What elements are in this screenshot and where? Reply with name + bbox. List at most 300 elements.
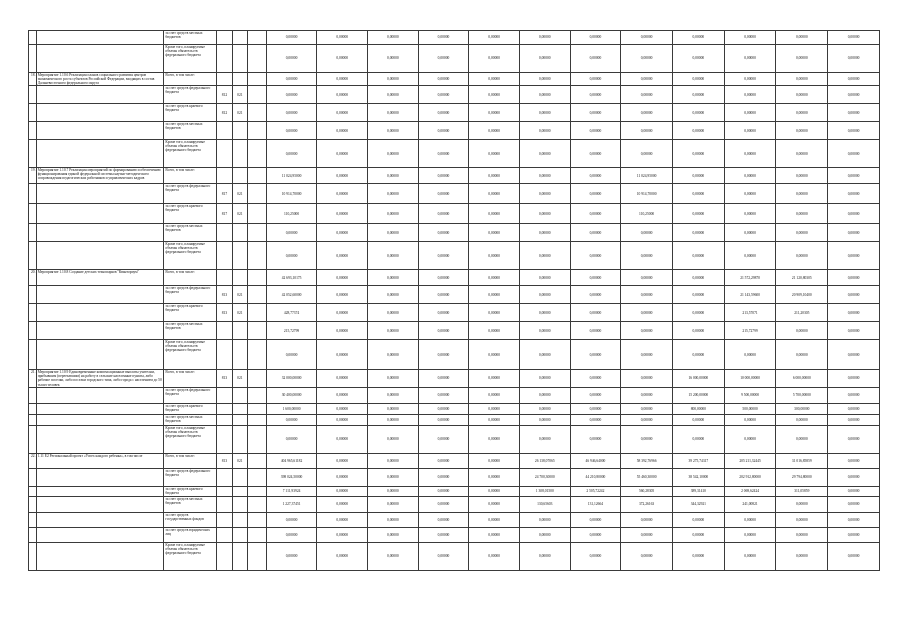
table-row (29, 468, 880, 486)
amount-cell: 0,00000 (570, 168, 621, 184)
amount-cell: 0,00000 (469, 453, 520, 468)
amount-cell: 42 693,10175 (266, 270, 317, 286)
amount-cell: 0,00000 (418, 496, 469, 512)
amount-cell: 0,00000 (469, 168, 520, 184)
event-name-cell (36, 204, 164, 224)
amount-cell: 0,00000 (266, 73, 317, 86)
budget-code-cell (232, 340, 247, 370)
amount-cell: 0,00000 (724, 86, 776, 104)
amount-cell: 0,00000 (317, 270, 368, 286)
table-row (29, 304, 880, 322)
amount-cell: 0,00000 (317, 340, 368, 370)
amount-cell: 0,00000 (724, 45, 776, 73)
event-name-cell (36, 414, 164, 425)
amount-cell: 404 965,61182 (266, 453, 317, 468)
table-row (29, 270, 880, 286)
budget-code-cell (217, 425, 232, 453)
amount-cell: 0,00000 (776, 496, 828, 512)
row-number-cell (29, 527, 37, 542)
amount-cell: 0,00000 (519, 512, 570, 527)
amount-cell: 0,00000 (317, 286, 368, 304)
amount-cell: 0,00000 (418, 340, 469, 370)
amount-cell: 0,00000 (776, 86, 828, 104)
amount-cell: 0,00000 (621, 286, 673, 304)
amount-cell: 0,00000 (266, 542, 317, 570)
amount-cell: 21 572,29870 (724, 270, 776, 286)
amount-cell: 0,00000 (469, 322, 520, 340)
budget-code-cell (217, 340, 232, 370)
budget-code-cell (248, 140, 267, 168)
amount-cell: 0,00000 (828, 140, 880, 168)
amount-cell: 0,00000 (418, 468, 469, 486)
amount-cell: 428,77374 (266, 304, 317, 322)
budget-code-cell (232, 122, 247, 140)
table-row (29, 340, 880, 370)
budget-code-cell (232, 414, 247, 425)
budget-code-cell (248, 340, 267, 370)
row-number-cell (29, 184, 37, 204)
event-name-cell: Мероприятие 1.10.8 Создание детских технопарков "Кванториум" (36, 270, 164, 286)
amount-cell: 0,00000 (776, 73, 828, 86)
amount-cell: 0,00000 (519, 45, 570, 73)
amount-cell: 0,00000 (672, 86, 724, 104)
amount-cell: 0,00000 (368, 224, 419, 242)
amount-cell: 0,00000 (621, 322, 673, 340)
budget-code-cell (248, 414, 267, 425)
table-row (29, 453, 880, 468)
row-number-cell (29, 486, 37, 496)
funding-source-cell: за счет средств местных бюджетов (164, 31, 217, 45)
amount-cell: 30 400,00000 (266, 387, 317, 403)
table-row (29, 104, 880, 122)
amount-cell: 300,00000 (776, 403, 828, 414)
amount-cell: 0,00000 (828, 486, 880, 496)
amount-cell: 0,00000 (776, 45, 828, 73)
budget-code-cell (217, 414, 232, 425)
event-name-cell (36, 512, 164, 527)
amount-cell: 0,00000 (368, 104, 419, 122)
amount-cell: 0,00000 (266, 122, 317, 140)
amount-cell: 0,00000 (672, 542, 724, 570)
amount-cell: 0,00000 (519, 86, 570, 104)
budget-code-cell: 021 (232, 184, 247, 204)
budget-code-cell (232, 387, 247, 403)
amount-cell: 0,00000 (469, 542, 520, 570)
amount-cell: 0,00000 (469, 45, 520, 73)
budget-code-cell: 021 (232, 304, 247, 322)
budget-code-cell (217, 224, 232, 242)
budget-code-cell (232, 425, 247, 453)
event-name-cell: Мероприятие 1.10.6 Реализация планов социального развития центров экономического роста субъектов Российской Федерации, входящих в состав Дальневосточного федерального округа (36, 73, 164, 86)
event-name-cell (36, 242, 164, 270)
amount-cell: 0,00000 (621, 387, 673, 403)
amount-cell: 0,00000 (570, 387, 621, 403)
amount-cell: 389,31410 (672, 486, 724, 496)
amount-cell: 0,00000 (368, 542, 419, 570)
budget-code-cell (248, 486, 267, 496)
amount-cell: 46 946,64000 (570, 453, 621, 468)
amount-cell: 0,00000 (519, 140, 570, 168)
budget-code-cell: 021 (232, 204, 247, 224)
amount-cell: 0,00000 (418, 304, 469, 322)
amount-cell: 55 460,30000 (621, 468, 673, 486)
row-number-cell: 21. (29, 370, 37, 387)
row-number-cell (29, 512, 37, 527)
event-name-cell (36, 496, 164, 512)
amount-cell: 0,00000 (317, 370, 368, 387)
amount-cell: 0,00000 (828, 468, 880, 486)
amount-cell: 42 052,60000 (266, 286, 317, 304)
amount-cell: 11 024,95000 (266, 168, 317, 184)
budget-table-body (29, 31, 880, 571)
budget-table (28, 30, 880, 571)
amount-cell: 131,12664 (570, 496, 621, 512)
amount-cell: 6 000,00000 (776, 370, 828, 387)
amount-cell: 0,00000 (317, 468, 368, 486)
amount-cell: 0,00000 (724, 204, 776, 224)
amount-cell: 0,00000 (621, 31, 673, 45)
amount-cell: 0,00000 (368, 73, 419, 86)
amount-cell: 0,00000 (828, 425, 880, 453)
table-row (29, 184, 880, 204)
amount-cell: 0,00000 (672, 425, 724, 453)
amount-cell: 0,00000 (570, 286, 621, 304)
amount-cell: 0,00000 (621, 403, 673, 414)
amount-cell: 0,00000 (776, 168, 828, 184)
budget-code-cell (217, 122, 232, 140)
budget-code-cell (232, 468, 247, 486)
amount-cell: 0,00000 (621, 242, 673, 270)
row-number-cell: 18. (29, 73, 37, 86)
amount-cell: 0,00000 (266, 140, 317, 168)
amount-cell: 0,00000 (570, 370, 621, 387)
funding-source-cell: Всего, в том числе: (164, 370, 217, 387)
amount-cell: 0,00000 (621, 370, 673, 387)
budget-code-cell: 021 (232, 86, 247, 104)
event-name-cell (36, 304, 164, 322)
budget-code-cell (217, 31, 232, 45)
budget-code-cell (232, 486, 247, 496)
amount-cell: 16 000,00000 (672, 370, 724, 387)
budget-code-cell (248, 453, 267, 468)
budget-code-cell (248, 512, 267, 527)
event-name-cell (36, 403, 164, 414)
amount-cell: 0,00000 (570, 304, 621, 322)
amount-cell: 0,00000 (469, 224, 520, 242)
amount-cell: 0,00000 (317, 122, 368, 140)
amount-cell: 0,00000 (469, 527, 520, 542)
amount-cell: 0,00000 (672, 512, 724, 527)
amount-cell: 0,00000 (266, 242, 317, 270)
amount-cell: 0,00000 (469, 387, 520, 403)
amount-cell: 0,00000 (368, 414, 419, 425)
budget-table-sheet (28, 30, 880, 571)
event-name-cell (36, 122, 164, 140)
budget-code-cell (217, 403, 232, 414)
amount-cell: 0,00000 (519, 286, 570, 304)
funding-source-cell: Кроме того, планируемые объемы обязательств федерального бюджета (164, 542, 217, 570)
amount-cell: 0,00000 (828, 387, 880, 403)
row-number-cell (29, 304, 37, 322)
budget-code-cell (248, 468, 267, 486)
table-row (29, 414, 880, 425)
amount-cell: 0,00000 (266, 414, 317, 425)
amount-cell: 0,00000 (672, 322, 724, 340)
amount-cell: 0,00000 (418, 527, 469, 542)
amount-cell: 0,00000 (570, 340, 621, 370)
amount-cell: 21 143,59600 (724, 286, 776, 304)
amount-cell: 0,00000 (776, 31, 828, 45)
amount-cell: 0,00000 (570, 512, 621, 527)
amount-cell: 1 227,37451 (266, 496, 317, 512)
budget-code-cell (248, 304, 267, 322)
event-name-cell (36, 468, 164, 486)
amount-cell: 0,00000 (317, 168, 368, 184)
amount-cell: 0,00000 (469, 414, 520, 425)
amount-cell: 21 120,80305 (776, 270, 828, 286)
amount-cell: 0,00000 (317, 73, 368, 86)
amount-cell: 0,00000 (418, 242, 469, 270)
amount-cell: 0,00000 (317, 527, 368, 542)
amount-cell: 0,00000 (368, 322, 419, 340)
amount-cell: 0,00000 (317, 512, 368, 527)
funding-source-cell: за счет средств местных бюджетов (164, 224, 217, 242)
row-number-cell (29, 340, 37, 370)
amount-cell: 2 505,72242 (570, 486, 621, 496)
row-number-cell (29, 104, 37, 122)
amount-cell: 0,00000 (368, 527, 419, 542)
amount-cell: 0,00000 (724, 104, 776, 122)
amount-cell: 0,00000 (776, 527, 828, 542)
amount-cell: 0,00000 (621, 512, 673, 527)
amount-cell: 0,00000 (317, 453, 368, 468)
amount-cell: 500,00000 (724, 403, 776, 414)
amount-cell: 0,00000 (368, 242, 419, 270)
amount-cell: 130,65603 (519, 496, 570, 512)
row-number-cell (29, 122, 37, 140)
table-row (29, 512, 880, 527)
amount-cell: 0,00000 (621, 270, 673, 286)
row-number-cell (29, 204, 37, 224)
amount-cell: 0,00000 (418, 122, 469, 140)
amount-cell: 39 275,74317 (672, 453, 724, 468)
funding-source-cell: Кроме того, планируемые объемы обязательств федерального бюджета (164, 140, 217, 168)
row-number-cell (29, 414, 37, 425)
funding-source-cell: Кроме того, планируемые объемы обязательств федерального бюджета (164, 45, 217, 73)
budget-code-cell (232, 73, 247, 86)
budget-code-cell (248, 425, 267, 453)
amount-cell: 0,00000 (828, 512, 880, 527)
amount-cell: 0,00000 (469, 140, 520, 168)
event-name-cell (36, 184, 164, 204)
amount-cell: 0,00000 (519, 168, 570, 184)
row-number-cell: 19. (29, 168, 37, 184)
amount-cell: 0,00000 (724, 168, 776, 184)
amount-cell: 0,00000 (570, 270, 621, 286)
budget-code-cell: 812 (217, 86, 232, 104)
amount-cell: 0,00000 (368, 387, 419, 403)
amount-cell: 26 138,07065 (519, 453, 570, 468)
amount-cell: 0,00000 (317, 403, 368, 414)
amount-cell: 0,00000 (776, 512, 828, 527)
budget-code-cell (248, 242, 267, 270)
amount-cell: 0,00000 (317, 425, 368, 453)
budget-code-cell (217, 486, 232, 496)
budget-code-cell (248, 322, 267, 340)
table-row (29, 542, 880, 570)
amount-cell: 0,00000 (776, 322, 828, 340)
amount-cell: 0,00000 (570, 322, 621, 340)
amount-cell: 0,00000 (621, 45, 673, 73)
amount-cell: 0,00000 (469, 204, 520, 224)
amount-cell: 241,00821 (724, 496, 776, 512)
amount-cell: 0,00000 (418, 453, 469, 468)
amount-cell: 0,00000 (418, 104, 469, 122)
amount-cell: 0,00000 (469, 304, 520, 322)
amount-cell: 0,00000 (469, 496, 520, 512)
row-number-cell (29, 425, 37, 453)
amount-cell: 0,00000 (570, 184, 621, 204)
amount-cell: 0,00000 (317, 86, 368, 104)
amount-cell: 0,00000 (418, 140, 469, 168)
amount-cell: 0,00000 (368, 486, 419, 496)
amount-cell: 0,00000 (418, 486, 469, 496)
amount-cell: 0,00000 (621, 224, 673, 242)
amount-cell: 0,00000 (418, 270, 469, 286)
amount-cell: 0,00000 (317, 140, 368, 168)
amount-cell: 0,00000 (570, 140, 621, 168)
amount-cell: 29 794,80000 (776, 468, 828, 486)
amount-cell: 0,00000 (828, 224, 880, 242)
amount-cell: 0,00000 (519, 304, 570, 322)
amount-cell: 0,00000 (519, 542, 570, 570)
amount-cell: 0,00000 (672, 122, 724, 140)
table-row (29, 204, 880, 224)
amount-cell: 0,00000 (672, 73, 724, 86)
row-number-cell (29, 86, 37, 104)
amount-cell: 0,00000 (469, 184, 520, 204)
amount-cell: 0,00000 (317, 104, 368, 122)
event-name-cell (36, 224, 164, 242)
amount-cell: 0,00000 (418, 370, 469, 387)
budget-code-cell (248, 86, 267, 104)
amount-cell: 0,00000 (570, 73, 621, 86)
budget-code-cell (232, 140, 247, 168)
row-number-cell (29, 387, 37, 403)
amount-cell: 0,00000 (672, 184, 724, 204)
amount-cell: 0,00000 (724, 527, 776, 542)
budget-code-cell (217, 496, 232, 512)
amount-cell: 0,00000 (672, 340, 724, 370)
funding-source-cell: за счет средств краевого бюджета (164, 304, 217, 322)
amount-cell: 0,00000 (418, 184, 469, 204)
row-number-cell (29, 45, 37, 73)
amount-cell: 560,28305 (621, 486, 673, 496)
funding-source-cell: за счет средств краевого бюджета (164, 403, 217, 414)
amount-cell: 215,72799 (724, 322, 776, 340)
amount-cell: 10 000,00000 (724, 370, 776, 387)
budget-code-cell: 021 (232, 104, 247, 122)
amount-cell: 0,00000 (317, 304, 368, 322)
budget-code-cell (248, 45, 267, 73)
funding-source-cell: Всего, в том числе: (164, 168, 217, 184)
funding-source-cell: за счет средств государственных фондов (164, 512, 217, 527)
amount-cell: 0,00000 (828, 270, 880, 286)
event-name-cell (36, 322, 164, 340)
amount-cell: 0,00000 (368, 468, 419, 486)
amount-cell: 0,00000 (317, 31, 368, 45)
amount-cell: 110,25000 (621, 204, 673, 224)
amount-cell: 0,00000 (469, 86, 520, 104)
table-row (29, 403, 880, 414)
amount-cell: 0,00000 (368, 31, 419, 45)
event-name-cell: 1.11 Е2 Региональный проект «Успех каждого ребенка», в том числе (36, 453, 164, 468)
amount-cell: 110,25000 (266, 204, 317, 224)
amount-cell: 0,00000 (317, 204, 368, 224)
amount-cell: 0,00000 (570, 527, 621, 542)
event-name-cell: Мероприятие 1.10.7 Реализация мероприятий по формированию и обеспечению функционирования единой федеральной системы научно-методического сопровождения педагогических работников и управленческих кадров (36, 168, 164, 184)
row-number-cell (29, 242, 37, 270)
amount-cell: 0,00000 (266, 86, 317, 104)
budget-code-cell (217, 387, 232, 403)
amount-cell: 0,00000 (828, 304, 880, 322)
table-row (29, 425, 880, 453)
event-name-cell (36, 31, 164, 45)
amount-cell: 0,00000 (368, 168, 419, 184)
budget-code-cell (248, 286, 267, 304)
table-row (29, 387, 880, 403)
amount-cell: 0,00000 (672, 204, 724, 224)
amount-cell: 0,00000 (418, 403, 469, 414)
amount-cell: 0,00000 (519, 340, 570, 370)
budget-code-cell (248, 527, 267, 542)
budget-code-cell: 021 (232, 453, 247, 468)
amount-cell: 0,00000 (570, 403, 621, 414)
funding-source-cell: за счет средств федерального бюджета (164, 184, 217, 204)
amount-cell: 0,00000 (418, 168, 469, 184)
event-name-cell (36, 104, 164, 122)
amount-cell: 0,00000 (266, 527, 317, 542)
table-row (29, 31, 880, 45)
amount-cell: 0,00000 (418, 322, 469, 340)
amount-cell: 0,00000 (418, 45, 469, 73)
amount-cell: 0,00000 (266, 104, 317, 122)
amount-cell: 0,00000 (368, 496, 419, 512)
amount-cell: 344,32921 (672, 496, 724, 512)
amount-cell: 0,00000 (828, 184, 880, 204)
amount-cell: 0,00000 (776, 140, 828, 168)
table-row (29, 370, 880, 387)
amount-cell: 0,00000 (570, 45, 621, 73)
funding-source-cell: за счет средств краевого бюджета (164, 104, 217, 122)
amount-cell: 0,00000 (776, 242, 828, 270)
amount-cell: 0,00000 (418, 542, 469, 570)
funding-source-cell: за счет средств местных бюджетов (164, 496, 217, 512)
funding-source-cell: Всего, в том числе: (164, 270, 217, 286)
amount-cell: 0,00000 (776, 184, 828, 204)
event-name-cell (36, 527, 164, 542)
row-number-cell (29, 224, 37, 242)
amount-cell: 0,00000 (368, 370, 419, 387)
table-row (29, 527, 880, 542)
budget-code-cell (217, 168, 232, 184)
amount-cell: 24 700,30000 (519, 468, 570, 486)
budget-code-cell (217, 527, 232, 542)
amount-cell: 38 542,10000 (672, 468, 724, 486)
amount-cell: 0,00000 (317, 496, 368, 512)
amount-cell: 32 000,00000 (266, 370, 317, 387)
budget-code-cell (232, 403, 247, 414)
